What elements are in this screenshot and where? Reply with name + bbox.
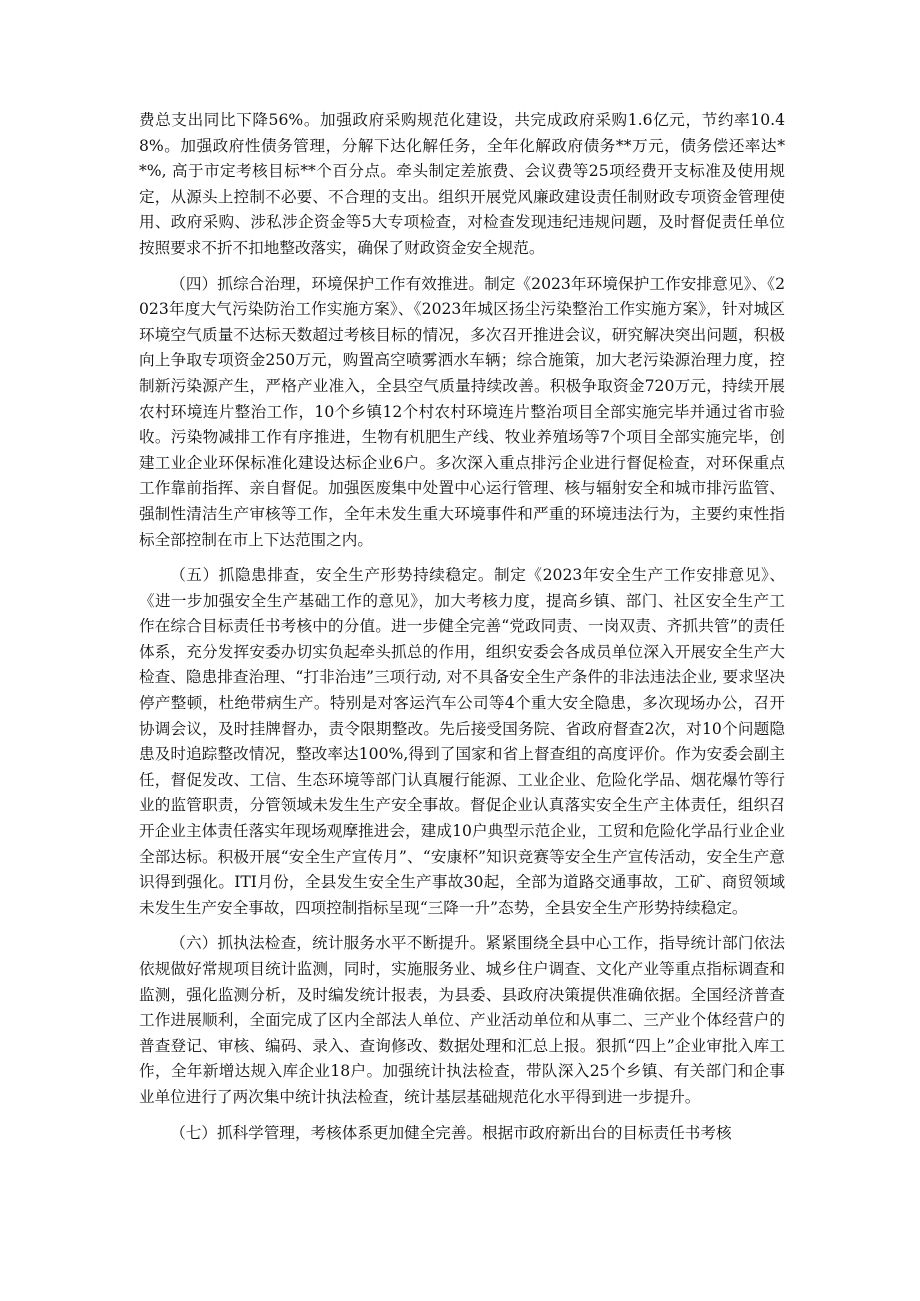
paragraph-continuation: 费总支出同比下降56%。加强政府采购规范化建设，共完成政府采购1.6亿元，节约率10.48%。加强政府性债务管理，分解下达化解任务，全年化解政府债务**万元，债务偿还率达**%, 高于市定考核目标**个百分点。牵头制定差旅费、会议费等25项经费开支标准及使用规定，从源头上控制不必要、不合理的支出。组织开展党风廉政建设责任制财政专项资金管理使用、政府采购、涉私涉企资金等5大专项检查，对检查发现违纪违规问题，及时督促责任单位按照要求不折不扣地整改落实，确保了财政资金安全规范。 bbox=[139, 111, 785, 257]
paragraph-section-4: （四）抓综合治理，环境保护工作有效推进。制定《2023年环境保护工作安排意见》、《2023年度大气污染防治工作实施方案》、《2023年城区扬尘污染整治工作实施方案》，针对城区环境空气质量不达标天数超过考核目标的情况，多次召开推进会议，研究解决突出问题，积极向上争取专项资金250万元，购置高空喷雾洒水车辆；综合施策，加大老污染源治理力度，控制新污染源产生，严格产业准入，全县空气质量持续改善。积极争取资金720万元，持续开展农村环境连片整治工作，10个乡镇12个村农村环境连片整治项目全部实施完毕并通过省市验收。污染物减排工作有序推进，生物有机肥生产线、牧业养殖场等7个项目全部实施完毕，创建工业企业环保标准化建设达标企业6户。多次深入重点排污企业进行督促检查，对环保重点工作靠前指挥、亲自督促。加强医废集中处置中心运行管理、核与辐射安全和城市排污监管、强制性清洁生产审核等工作，全年未发生重大环境事件和严重的环境违法行为，主要约束性指标全部控制在市上下达范围之内。 bbox=[139, 274, 785, 549]
paragraph-section-6: （六）抓执法检查，统计服务水平不断提升。紧紧围绕全县中心工作，指导统计部门依法依规做好常规项目统计监测，同时，实施服务业、城乡住户调查、文化产业等重点指标调查和监测，强化监测分析，及时编发统计报表，为县委、县政府决策提供准确依据。全国经济普查工作进展顺利，全面完成了区内全部法人单位、产业活动单位和从事二、三产业个体经营户的普查登记、审核、编码、录入、查询修改、数据处理和汇总上报。狠抓“四上”企业审批入库工作，全年新增达规入库企业18户。加强统计执法检查，带队深入25个乡镇、有关部门和企事业单位进行了两次集中统计执法检查，统计基层基础规范化水平得到进一步提升。 bbox=[139, 934, 785, 1106]
paragraph-section-7: （七）抓科学管理，考核体系更加健全完善。根据市政府新出台的目标责任书考核 bbox=[170, 1123, 732, 1142]
paragraph-section-5: （五）抓隐患排查，安全生产形势持续稳定。制定《2023年安全生产工作安排意见》、《进一步加强安全生产基础工作的意见》，加大考核力度，提高乡镇、部门、社区安全生产工作在综合目标责任书考核中的分值。进一步健全完善“党政同责、一岗双责、齐抓共管”的责任体系，充分发挥安委办切实负起牵头抓总的作用，组织安委会各成员单位深入开展安全生产大检查、隐患排查治理、“打非治违”三项行动, 对不具备安全生产条件的非法违法企业, 要求坚决停产整顿，杜绝带病生产。特别是对客运汽车公司等4个重大安全隐患，多次现场办公，召开协调会议，及时挂牌督办，责令限期整改。先后接受国务院、省政府督查2次，对10个问题隐患及时追踪整改情况，整改率达100%,得到了国家和省上督查组的高度评价。作为安委会副主任，督促发改、工信、生态环境等部门认真履行能源、工业企业、危险化学品、烟花爆竹等行业的监管职责，分管领域未发生生产安全事故。督促企业认真落实安全生产主体责任，组织召开企业主体责任落实年现场观摩推进会，建成10户典型示范企业，工贸和危险化学品行业企业全部达标。积极开展“安全生产宣传月”、“安康杯”知识竞赛等安全生产宣传活动，安全生产意识得到强化。ITI月份，全县发生安全生产事故30起，全部为道路交通事故，工矿、商贸领域未发生生产安全事故，四项控制指标呈现“三降一升”态势，全县安全生产形势持续稳定。 bbox=[139, 566, 785, 917]
document-page bbox=[139, 108, 785, 1156]
